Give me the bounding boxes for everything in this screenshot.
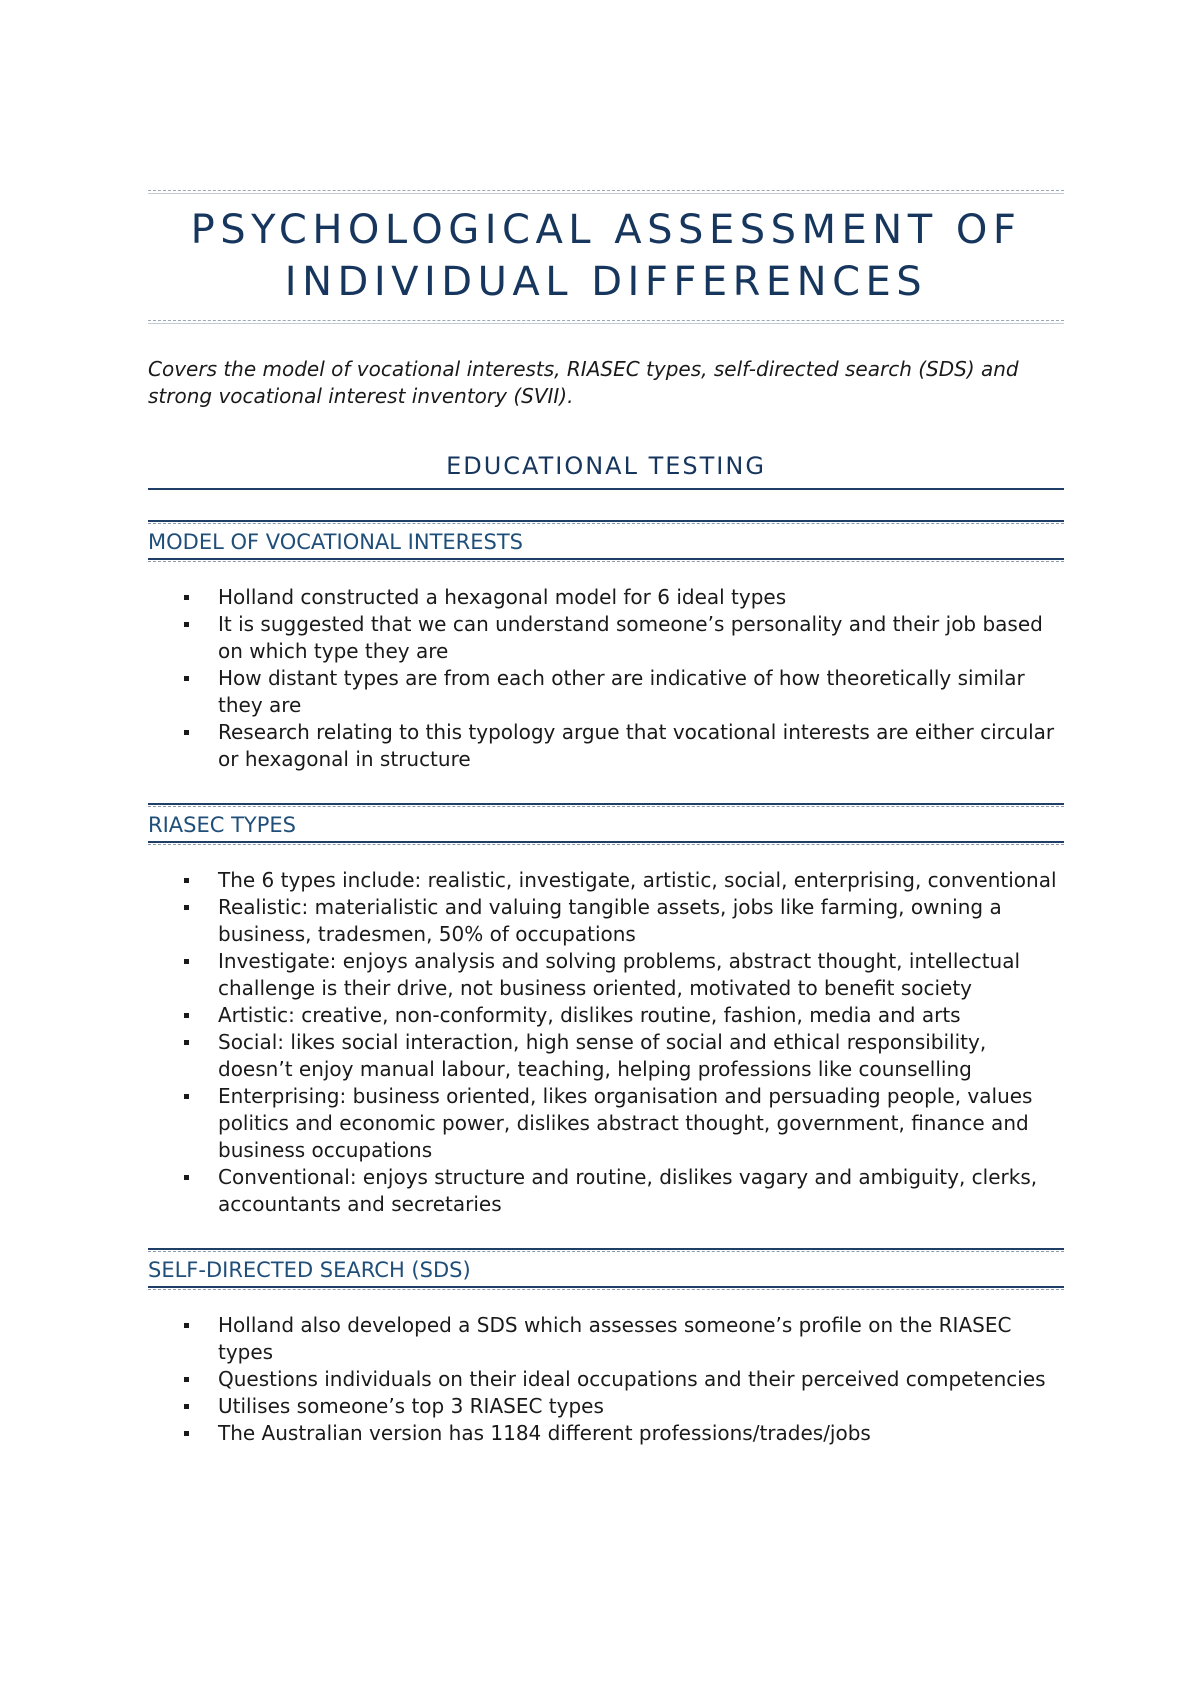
title-bottom-rule: [148, 320, 1064, 324]
main-heading: EDUCATIONAL TESTING: [148, 450, 1064, 490]
list-item-text: Realistic: materialistic and valuing tangible assets, jobs like farming, owning a business, tradesmen, 50% of occupations: [218, 895, 1002, 946]
square-bullet-icon: [184, 1175, 189, 1180]
section: [148, 520, 1064, 773]
list-item: [218, 584, 1064, 611]
list-item: [218, 1083, 1064, 1164]
list-item: [218, 1029, 1064, 1083]
list-item-text: It is suggested that we can understand someone’s personality and their job based on which type they are: [218, 612, 1043, 663]
document-title: PSYCHOLOGICAL ASSESSMENT OF INDIVIDUAL DIFFERENCES: [190, 207, 1022, 305]
list-item-text: The Australian version has 1184 different professions/trades/jobs: [218, 1421, 871, 1445]
list-item: [218, 1164, 1064, 1218]
square-bullet-icon: [184, 595, 189, 600]
list-item: [218, 719, 1064, 773]
list-item-text: Social: likes social interaction, high sense of social and ethical responsibility, doesn’t enjoy manual labour, teaching, helping professions like counselling: [218, 1030, 987, 1081]
square-bullet-icon: [184, 1404, 189, 1409]
list-item-text: Holland constructed a hexagonal model for 6 ideal types: [218, 585, 787, 609]
square-bullet-icon: [184, 730, 189, 735]
square-bullet-icon: [184, 1377, 189, 1382]
list-item-text: Holland also developed a SDS which assesses someone’s profile on the RIASEC types: [218, 1313, 1012, 1364]
title-top-rule: [148, 190, 1064, 194]
section-heading: SELF-DIRECTED SEARCH (SDS): [148, 1258, 471, 1282]
square-bullet-icon: [184, 1094, 189, 1099]
square-bullet-icon: [184, 622, 189, 627]
document-page: [148, 190, 1064, 1447]
list-item: [218, 611, 1064, 665]
square-bullet-icon: [184, 905, 189, 910]
section-bottom-rule: [148, 841, 1064, 845]
list-item-text: Enterprising: business oriented, likes organisation and persuading people, values politics and economic power, dislikes abstract thought, government, finance and business occupations: [218, 1084, 1033, 1162]
list-item-text: Questions individuals on their ideal occupations and their perceived competencies: [218, 1367, 1046, 1391]
list-item: [218, 1366, 1064, 1393]
list-item: [218, 894, 1064, 948]
list-item-text: Research relating to this typology argue that vocational interests are either circular or hexagonal in structure: [218, 720, 1055, 771]
list-item-text: Investigate: enjoys analysis and solving problems, abstract thought, intellectual challenge is their drive, not business oriented, motivated to benefit society: [218, 949, 1021, 1000]
document-summary: Covers the model of vocational interests, RIASEC types, self-directed search (SDS) and strong vocational interest inventory (SVII).: [148, 357, 1019, 408]
list-item: [218, 867, 1064, 894]
list-item: [218, 1002, 1064, 1029]
list-item: [218, 1393, 1064, 1420]
list-item-text: Utilises someone’s top 3 RIASEC types: [218, 1394, 604, 1418]
section-bottom-rule: [148, 558, 1064, 562]
list-item-text: The 6 types include: realistic, investigate, artistic, social, enterprising, conventional: [218, 868, 1057, 892]
section-bottom-rule: [148, 1286, 1064, 1290]
list-item: [218, 948, 1064, 1002]
list-item: [218, 665, 1064, 719]
bullet-list: [148, 867, 1064, 1218]
square-bullet-icon: [184, 959, 189, 964]
square-bullet-icon: [184, 878, 189, 883]
section: [148, 803, 1064, 1218]
list-item: [218, 1420, 1064, 1447]
square-bullet-icon: [184, 1431, 189, 1436]
square-bullet-icon: [184, 1040, 189, 1045]
list-item-text: Conventional: enjoys structure and routine, dislikes vagary and ambiguity, clerks, accountants and secretaries: [218, 1165, 1038, 1216]
list-item: [218, 1312, 1064, 1366]
sections-container: [148, 520, 1064, 1447]
bullet-list: [148, 1312, 1064, 1447]
list-item-text: Artistic: creative, non-conformity, dislikes routine, fashion, media and arts: [218, 1003, 961, 1027]
list-item-text: How distant types are from each other are indicative of how theoretically similar they are: [218, 666, 1025, 717]
section-heading: MODEL OF VOCATIONAL INTERESTS: [148, 530, 524, 554]
square-bullet-icon: [184, 1323, 189, 1328]
section: [148, 1248, 1064, 1447]
bullet-list: [148, 584, 1064, 773]
section-heading: RIASEC TYPES: [148, 813, 297, 837]
square-bullet-icon: [184, 1013, 189, 1018]
square-bullet-icon: [184, 676, 189, 681]
